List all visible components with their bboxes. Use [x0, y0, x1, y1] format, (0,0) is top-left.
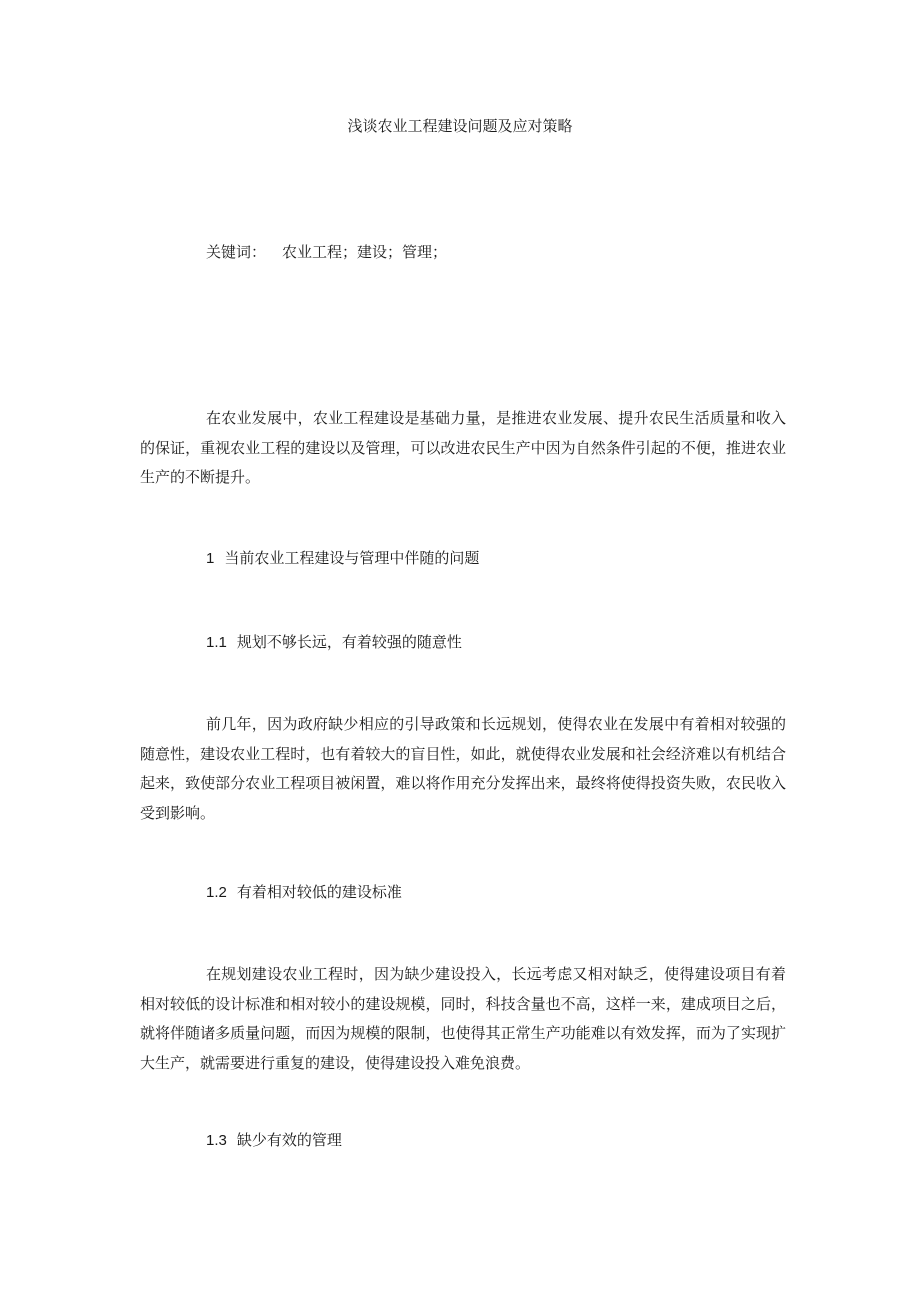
keywords-value: 农业工程；建设；管理； — [282, 243, 448, 261]
section-1-heading — [206, 548, 479, 569]
section-1-title: 当前农业工程建设与管理中伴随的问题 — [224, 549, 480, 567]
section-1-3-heading — [206, 1130, 342, 1151]
section-1-1-title: 规划不够长远，有着较强的随意性 — [236, 633, 462, 651]
section-1-1-number: 1.1 — [206, 634, 227, 651]
section-1-number: 1 — [206, 550, 215, 567]
section-1-3-title: 缺少有效的管理 — [236, 1131, 342, 1149]
section-1-2-number: 1.2 — [206, 884, 227, 901]
document-title: 浅谈农业工程建设问题及应对策略 — [347, 117, 573, 135]
keywords-label: 关键词： — [206, 243, 267, 261]
section-1-2-paragraph: 在规划建设农业工程时，因为缺少建设投入，长远考虑又相对缺乏，使得建设项目有着相对较低的设计标准和相对较小的建设规模，同时，科技含量也不高，这样一来，建成项目之后，就将伴随诸多质量问题，而因为规模的限制，也使得其正常生产功能难以有效发挥，而为了实现扩大生产，就需要进行重复的建设，使得建设投入难免浪费。 — [140, 965, 786, 1072]
intro-paragraph: 在农业发展中，农业工程建设是基础力量，是推进农业发展、提升农民生活质量和收入的保证，重视农业工程的建设以及管理，可以改进农民生产中因为自然条件引起的不便，推进农业生产的不断提升。 — [140, 409, 786, 486]
section-1-2-heading — [206, 882, 402, 903]
section-1-1-paragraph: 前几年，因为政府缺少相应的引导政策和长远规划，使得农业在发展中有着相对较强的随意性，建设农业工程时，也有着较大的盲目性，如此，就使得农业发展和社会经济难以有机结合起来，致使部分农业工程项目被闲置，难以将作用充分发挥出来，最终将使得投资失败，农民收入受到影响。 — [140, 715, 786, 822]
section-1-2-title: 有着相对较低的建设标准 — [236, 883, 402, 901]
section-1-3-number: 1.3 — [206, 1132, 227, 1149]
keywords-line — [206, 242, 447, 262]
section-1-1-heading — [206, 632, 462, 653]
